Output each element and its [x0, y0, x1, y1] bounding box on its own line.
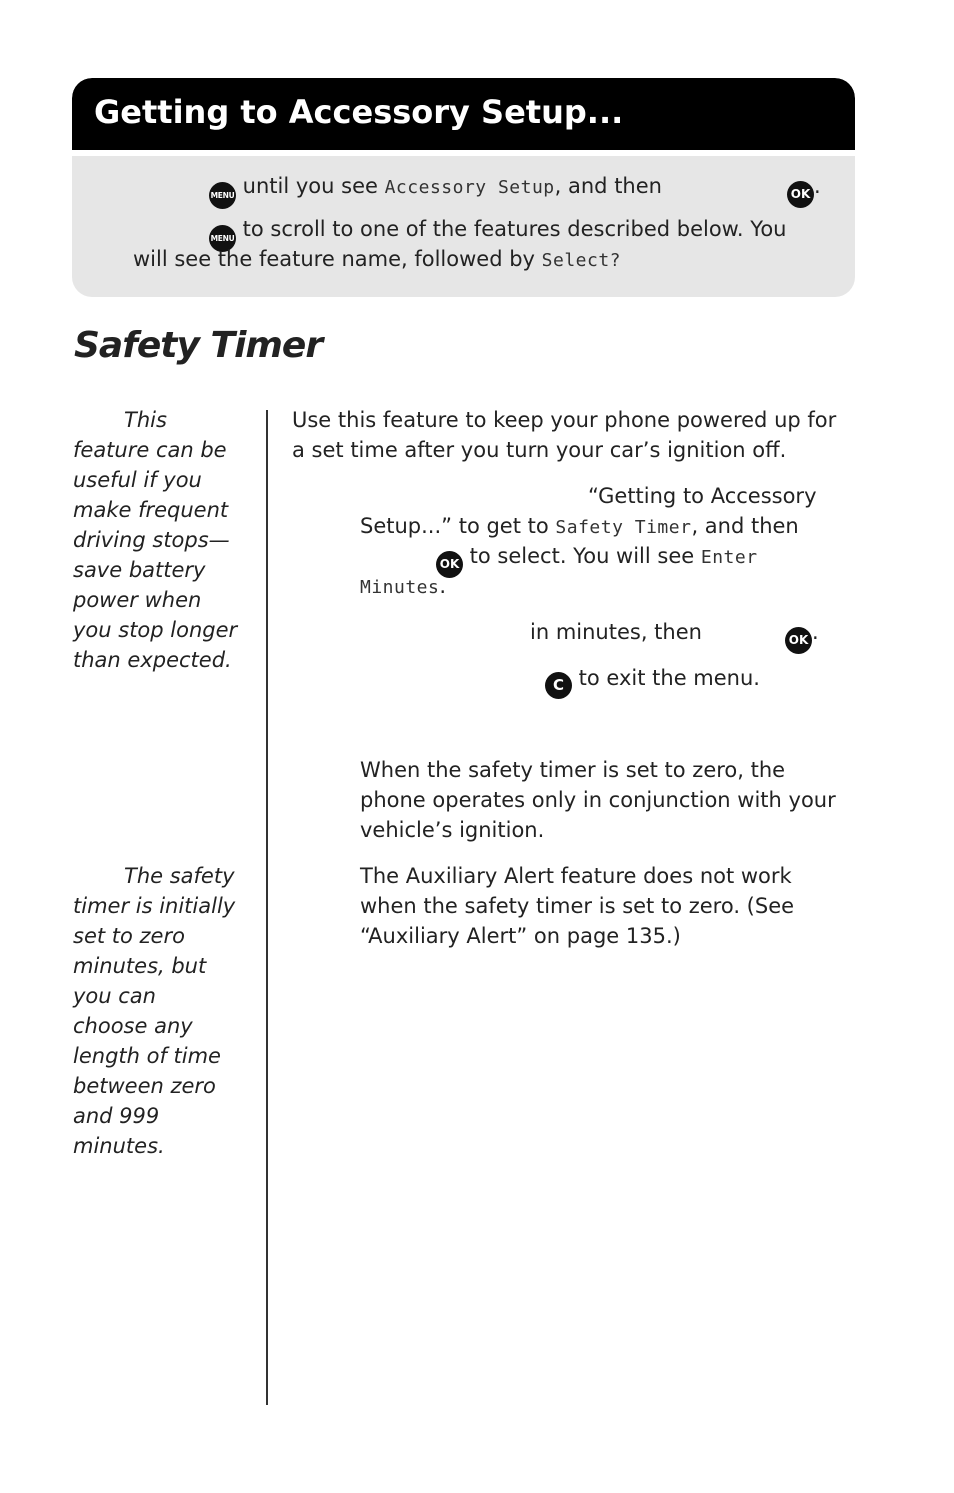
menu-key-icon: MENU	[209, 182, 236, 209]
step-1-line-4: Minutes.	[360, 574, 447, 598]
intro-paragraph: Use this feature to keep your phone powered up for a set time after you turn your car’s ignition off.	[292, 408, 837, 462]
menu-key-icon: MENU	[209, 225, 236, 252]
setup-line-1-ok: OK .	[787, 171, 821, 208]
section-header-title: Getting to Accessory Setup...	[94, 93, 624, 131]
c-key-icon: C	[545, 672, 572, 699]
step-1-line-2: Setup...” to get to Safety Timer, and then	[360, 514, 799, 538]
header-divider	[72, 150, 855, 156]
step-1-line-3: OK to select. You will see Enter	[436, 541, 758, 578]
setup-line-2: MENU to scroll to one of the features described below. You	[209, 214, 786, 252]
display-text-accessory-setup: Accessory Setup	[384, 177, 555, 198]
sidebar-note-1: This feature can be useful if you make frequent driving stops— save battery power when you stop longer than expected.	[73, 408, 238, 672]
page-title: Safety Timer	[74, 325, 323, 366]
note-auxiliary-alert: The Auxiliary Alert feature does not work when the safety timer is set to zero. (See “Auxiliary Alert” on page 135.)	[360, 864, 795, 948]
setup-line-1: MENU until you see Accessory Setup, and then	[209, 171, 662, 209]
display-text-select: Select?	[541, 250, 621, 271]
step-1-line-1: “Getting to Accessory	[588, 484, 817, 508]
display-text-enter: Enter	[700, 547, 758, 568]
display-text-minutes: Minutes	[360, 577, 440, 598]
ok-key-icon: OK	[785, 627, 812, 654]
ok-key-icon: OK	[436, 551, 463, 578]
sidebar-note-2: The safety timer is initially set to zero minutes, but you can choose any length of time between zero and 999 minutes.	[73, 864, 236, 1158]
ok-key-icon: OK	[787, 181, 814, 208]
step-2-ok: OK .	[785, 617, 819, 654]
section-header-bar	[72, 78, 855, 150]
note-zero-timer: When the safety timer is set to zero, the phone operates only in conjunction with your vehicle’s ignition.	[360, 758, 836, 842]
step-2-text: in minutes, then	[530, 620, 702, 644]
column-divider	[266, 410, 268, 1405]
display-text-safety-timer: Safety Timer	[555, 517, 692, 538]
step-3-line: C to exit the menu.	[545, 663, 760, 699]
setup-line-3: will see the feature name, followed by Select?	[133, 247, 621, 271]
